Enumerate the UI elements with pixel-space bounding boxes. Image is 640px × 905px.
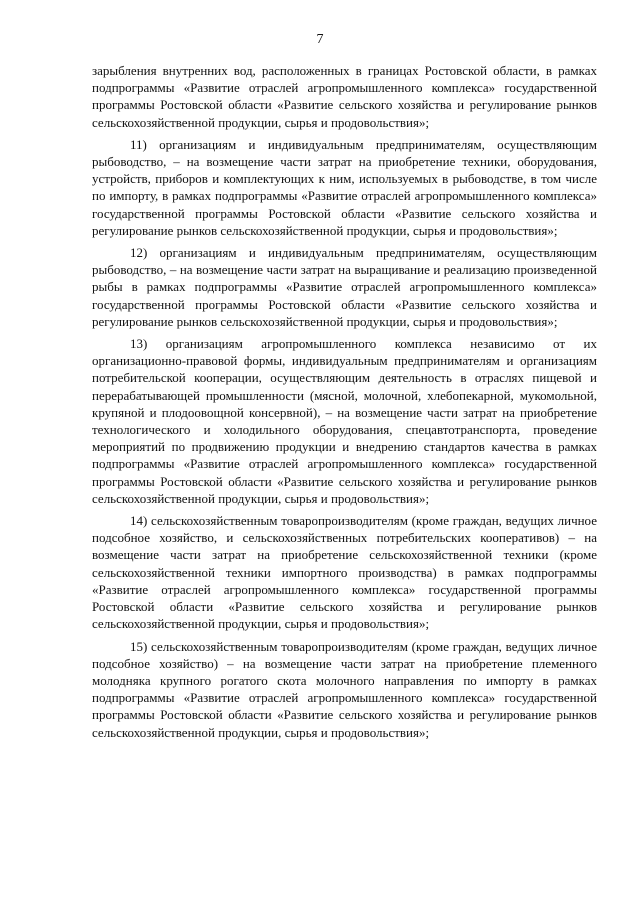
paragraph-item-15: 15) сельскохозяйственным товаропроизводителям (кроме граждан, ведущих личное подсобное хозяйство) – на возмещение части затрат на приобретение племенного молодняка крупного рогатого скота молочного направления по импорту в рамках подпрограммы «Развитие отраслей агропромышленного комплекса» государственной программы Ростовской области «Развитие сельского хозяйства и регулирование рынков сельскохозяйственной продукции, сырья и продовольствия»; [92, 638, 597, 740]
paragraph-item-12: 12) организациям и индивидуальным предпринимателям, осуществляющим рыбоводство, – на возмещение части затрат на выращивание и реализацию произведенной рыбы в рамках подпрограммы «Развитие отраслей агропромышленного комплекса» государственной программы Ростовской области «Развитие сельского хозяйства и регулирование рынков сельскохозяйственной продукции, сырья и продовольствия»; [92, 245, 597, 329]
paragraph-item-14: 14) сельскохозяйственным товаропроизводителям (кроме граждан, ведущих личное подсобное хозяйство, и сельскохозяйственных потребительских кооперативов) – на возмещение части затрат на приобретение сельскохозяйственной техники (кроме сельскохозяйственной техники импортного производства) в рамках подпрограммы «Развитие отраслей агропромышленного комплекса» государственной программы Ростовской области «Развитие сельского хозяйства и регулирование рынков сельскохозяйственной продукции, сырья и продовольствия»; [92, 513, 597, 632]
document-body [92, 62, 597, 746]
paragraph-item-13: 13) организациям агропромышленного комплекса независимо от их организационно-правовой формы, индивидуальным предпринимателям и организациям потребительской кооперации, осуществляющим деятельность в отраслях пищевой и перерабатывающей промышленности (мясной, молочной, хлебопекарной, мукомольной, крупяной и плодоовощной консервной), – на возмещение части затрат на приобретение технологического и холодильного оборудования, спецавтотранспорта, проведение мероприятий по продвижению продукции и внедрению стандартов качества в рамках подпрограммы «Развитие отраслей агропромышленного комплекса» государственной программы Ростовской области «Развитие сельского хозяйства и регулирование рынков сельскохозяйственной продукции, сырья и продовольствия»; [92, 336, 597, 506]
paragraph-continuation: зарыбления внутренних вод, расположенных в границах Ростовской области, в рамках подпрограммы «Развитие отраслей агропромышленного комплекса» государственной программы Ростовской области «Развитие сельского хозяйства и регулирование рынков сельскохозяйственной продукции, сырья и продовольствия»; [92, 63, 597, 130]
page-number: 7 [316, 32, 324, 47]
paragraph-item-11: 11) организациям и индивидуальным предпринимателям, осуществляющим рыбоводство, – на возмещение части затрат на приобретение техники, оборудования, устройств, приборов и комплектующих к ним, используемых в рыбоводстве, в том числе по импорту, в рамках подпрограммы «Развитие отраслей агропромышленного комплекса» государственной программы Ростовской области «Развитие сельского хозяйства и регулирование рынков сельскохозяйственной продукции, сырья и продовольствия»; [92, 136, 597, 238]
